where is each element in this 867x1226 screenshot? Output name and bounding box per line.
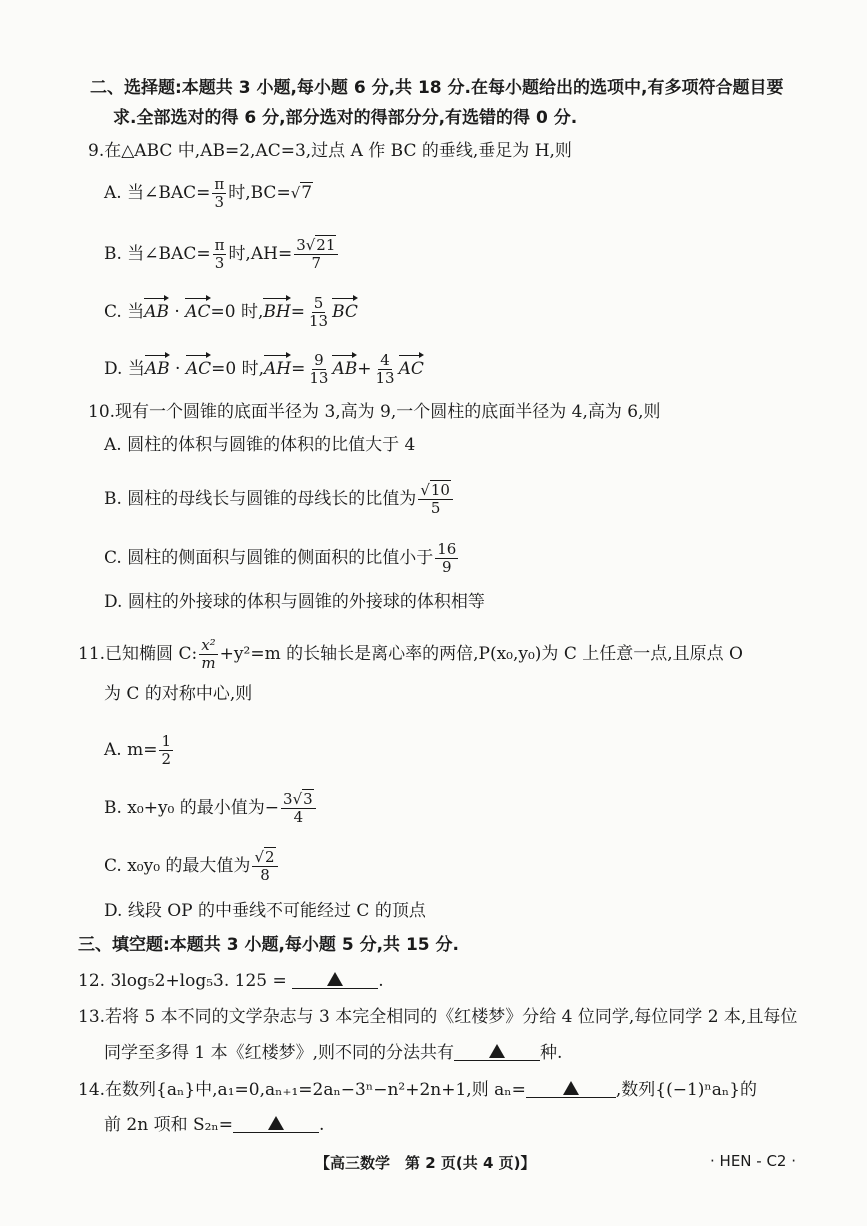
q14-line1: 14.在数列{aₙ}中,a₁=0,aₙ₊₁=2aₙ−3ⁿ−n²+2n+1,则 aₙ= ,数列{(−1)ⁿaₙ}的 <box>78 1077 757 1102</box>
fraction: $\frac{\pi}{3}$ <box>214 236 225 272</box>
q9-option-a: A. 当∠BAC= $\frac{\pi}{3}$ 时,BC=√7 <box>104 175 313 211</box>
answer-blank[interactable] <box>526 1077 616 1098</box>
paper-code: · HEN - C2 · <box>710 1152 797 1170</box>
q13-line2: 同学至多得 1 本《红楼梦》,则不同的分法共有 种. <box>104 1040 562 1065</box>
q10-option-c: C. 圆柱的侧面积与圆锥的侧面积的比值小于 $\frac{16}{9}$ <box>104 540 457 576</box>
q11-stem-line2: 为 C 的对称中心,则 <box>104 684 253 704</box>
answer-blank[interactable] <box>454 1040 540 1061</box>
q10-option-d: D. 圆柱的外接球的体积与圆锥的外接球的体积相等 <box>104 592 485 612</box>
fraction: $\frac{1}{2}$ <box>161 732 171 768</box>
q11-option-b: B. x₀+y₀ 的最小值为− $\frac{3√3}{4}$ <box>104 791 318 826</box>
vector: AB <box>144 297 169 324</box>
fraction: $\frac{9}{13}$ <box>309 351 329 387</box>
fraction: $\frac{16}{9}$ <box>437 540 457 576</box>
fraction: $\frac{\text{x²}}{m}$ <box>201 636 216 672</box>
vector: AC <box>399 354 424 381</box>
q11-option-c: C. x₀y₀ 的最大值为 $\frac{√2}{8}$ <box>104 849 280 884</box>
section-2-heading: 二、选择题:本题共 3 小题,每小题 6 分,共 18 分.在每小题给出的选项中,有多项符合题目要 <box>90 78 784 98</box>
triangle-icon <box>489 1044 505 1058</box>
q11-option-d: D. 线段 OP 的中垂线不可能经过 C 的顶点 <box>104 901 426 921</box>
fraction: $\frac{3√21}{7}$ <box>294 237 338 272</box>
vector: AB <box>145 354 170 381</box>
fraction: $\frac{√10}{5}$ <box>418 482 453 517</box>
vector: AC <box>185 297 210 324</box>
vector: AC <box>186 354 211 381</box>
vector: AB <box>332 354 357 381</box>
answer-blank[interactable] <box>233 1112 319 1133</box>
triangle-icon <box>327 972 343 986</box>
q10-option-a: A. 圆柱的体积与圆锥的体积的比值大于 4 <box>104 435 416 455</box>
triangle-icon <box>563 1081 579 1095</box>
q12: 12. 3log₅2+log₅3. 125 = . <box>78 968 384 993</box>
vector: BC <box>332 297 358 324</box>
vector: AH <box>264 354 291 381</box>
sqrt: √7 <box>290 183 313 203</box>
triangle-icon <box>268 1116 284 1130</box>
answer-blank[interactable] <box>292 968 378 989</box>
q9-stem: 9.在△ABC 中,AB=2,AC=3,过点 A 作 BC 的垂线,垂足为 H,则 <box>88 141 572 161</box>
fraction: $\frac{\pi}{3}$ <box>214 175 225 211</box>
q9-option-b: B. 当∠BAC= $\frac{\pi}{3}$ 时,AH= $\frac{3√21}{7}$ <box>104 237 340 272</box>
section-2-heading-cont: 求.全部选对的得 6 分,部分选对的得部分分,有选错的得 0 分. <box>113 108 578 128</box>
q10-option-b: B. 圆柱的母线长与圆锥的母线长的比值为 $\frac{√10}{5}$ <box>104 482 455 517</box>
q11-stem: 11.已知椭圆 C: $\frac{\text{x²}}{m}$ +y²=m 的长轴长是离心率的两倍,P(x₀,y₀)为 C 上任意一点,且原点 O <box>78 636 743 672</box>
fraction: $\frac{√2}{8}$ <box>252 849 277 884</box>
q14-line2: 前 2n 项和 S₂ₙ= . <box>104 1112 324 1137</box>
q10-stem: 10.现有一个圆锥的底面半径为 3,高为 9,一个圆柱的底面半径为 4,高为 6,则 <box>88 402 661 422</box>
q9-option-c: C. 当AB · AC=0 时,BH= $\frac{5}{13}$ BC <box>104 294 358 330</box>
fraction: $\frac{3√3}{4}$ <box>281 791 316 826</box>
page-footer: 【高三数学 第 2 页(共 4 页)】 <box>315 1154 536 1172</box>
section-3-heading: 三、填空题:本题共 3 小题,每小题 5 分,共 15 分. <box>78 935 459 955</box>
q11-option-a: A. m= $\frac{1}{2}$ <box>104 732 171 768</box>
q9-option-d: D. 当AB · AC=0 时,AH= $\frac{9}{13}$ AB+ $\frac{4}{13}$ AC <box>104 351 424 387</box>
fraction: $\frac{5}{13}$ <box>308 294 329 330</box>
vector: BH <box>263 297 290 324</box>
fraction: $\frac{4}{13}$ <box>375 351 395 387</box>
q13-line1: 13.若将 5 本不同的文学杂志与 3 本完全相同的《红楼梦》分给 4 位同学,每位同学 2 本,且每位 <box>78 1007 798 1027</box>
